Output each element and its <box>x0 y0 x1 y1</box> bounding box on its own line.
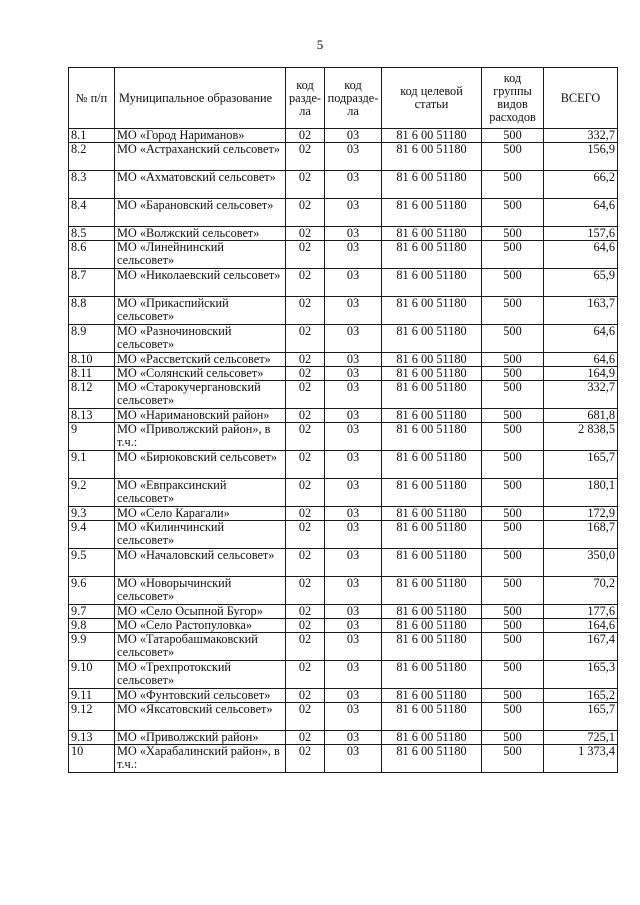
cell-expense-group: 500 <box>482 269 544 297</box>
table-row <box>69 409 618 423</box>
cell-section: 02 <box>286 451 325 479</box>
cell-section: 02 <box>286 577 325 605</box>
cell-municipality: МО «Прикаспийский сельсовет» <box>115 297 286 325</box>
table-row <box>69 241 618 269</box>
cell-num: 9.2 <box>69 479 115 507</box>
header-subsection: код подразде-ла <box>325 68 382 129</box>
cell-num: 8.6 <box>69 241 115 269</box>
cell-section: 02 <box>286 619 325 633</box>
cell-num: 9.13 <box>69 731 115 745</box>
cell-section: 02 <box>286 745 325 773</box>
cell-subsection: 03 <box>325 129 382 143</box>
cell-section: 02 <box>286 269 325 297</box>
cell-expense-group: 500 <box>482 507 544 521</box>
cell-total: 167,4 <box>544 633 618 661</box>
cell-municipality: МО «Город Нариманов» <box>115 129 286 143</box>
cell-target: 81 6 00 51180 <box>382 129 482 143</box>
cell-expense-group: 500 <box>482 199 544 227</box>
cell-subsection: 03 <box>325 199 382 227</box>
cell-num: 8.12 <box>69 381 115 409</box>
cell-section: 02 <box>286 143 325 171</box>
cell-municipality: МО «Ахматовский сельсовет» <box>115 171 286 199</box>
cell-num: 9.10 <box>69 661 115 689</box>
cell-subsection: 03 <box>325 423 382 451</box>
table-header-row <box>69 68 618 129</box>
cell-municipality: МО «Бирюковский сельсовет» <box>115 451 286 479</box>
table-row <box>69 633 618 661</box>
cell-num: 10 <box>69 745 115 773</box>
cell-municipality: МО «Харабалинский район», в т.ч.: <box>115 745 286 773</box>
cell-municipality: МО «Татаробашмаковский сельсовет» <box>115 633 286 661</box>
cell-num: 9 <box>69 423 115 451</box>
cell-subsection: 03 <box>325 521 382 549</box>
cell-num: 9.11 <box>69 689 115 703</box>
table-row <box>69 745 618 773</box>
cell-expense-group: 500 <box>482 227 544 241</box>
cell-expense-group: 500 <box>482 661 544 689</box>
cell-num: 8.3 <box>69 171 115 199</box>
cell-total: 157,6 <box>544 227 618 241</box>
cell-subsection: 03 <box>325 577 382 605</box>
table-row <box>69 129 618 143</box>
cell-target: 81 6 00 51180 <box>382 731 482 745</box>
cell-num: 8.5 <box>69 227 115 241</box>
cell-num: 8.2 <box>69 143 115 171</box>
cell-municipality: МО «Старокучергановский сельсовет» <box>115 381 286 409</box>
table-row <box>69 325 618 353</box>
cell-expense-group: 500 <box>482 577 544 605</box>
cell-target: 81 6 00 51180 <box>382 409 482 423</box>
cell-total: 164,9 <box>544 367 618 381</box>
cell-municipality: МО «Приволжский район», в т.ч.: <box>115 423 286 451</box>
cell-municipality: МО «Барановский сельсовет» <box>115 199 286 227</box>
cell-subsection: 03 <box>325 703 382 731</box>
cell-total: 168,7 <box>544 521 618 549</box>
cell-target: 81 6 00 51180 <box>382 661 482 689</box>
table-row <box>69 521 618 549</box>
cell-section: 02 <box>286 731 325 745</box>
cell-total: 172,9 <box>544 507 618 521</box>
cell-subsection: 03 <box>325 661 382 689</box>
cell-total: 165,2 <box>544 689 618 703</box>
cell-total: 165,3 <box>544 661 618 689</box>
cell-subsection: 03 <box>325 143 382 171</box>
cell-total: 165,7 <box>544 703 618 731</box>
cell-num: 8.4 <box>69 199 115 227</box>
cell-target: 81 6 00 51180 <box>382 521 482 549</box>
table-row <box>69 577 618 605</box>
cell-num: 9.1 <box>69 451 115 479</box>
cell-subsection: 03 <box>325 549 382 577</box>
cell-municipality: МО «Килинчинский сельсовет» <box>115 521 286 549</box>
cell-expense-group: 500 <box>482 241 544 269</box>
cell-municipality: МО «Солянский сельсовет» <box>115 367 286 381</box>
cell-subsection: 03 <box>325 605 382 619</box>
cell-total: 64,6 <box>544 325 618 353</box>
cell-municipality: МО «Наримановский район» <box>115 409 286 423</box>
cell-expense-group: 500 <box>482 409 544 423</box>
table-row <box>69 689 618 703</box>
cell-section: 02 <box>286 633 325 661</box>
table-row <box>69 619 618 633</box>
table-row <box>69 199 618 227</box>
cell-expense-group: 500 <box>482 423 544 451</box>
cell-section: 02 <box>286 367 325 381</box>
cell-section: 02 <box>286 171 325 199</box>
cell-target: 81 6 00 51180 <box>382 745 482 773</box>
cell-expense-group: 500 <box>482 731 544 745</box>
cell-target: 81 6 00 51180 <box>382 689 482 703</box>
cell-target: 81 6 00 51180 <box>382 549 482 577</box>
header-num: № п/п <box>69 68 115 129</box>
cell-num: 9.3 <box>69 507 115 521</box>
cell-subsection: 03 <box>325 479 382 507</box>
table-row <box>69 367 618 381</box>
cell-expense-group: 500 <box>482 381 544 409</box>
cell-subsection: 03 <box>325 171 382 199</box>
cell-num: 8.9 <box>69 325 115 353</box>
cell-subsection: 03 <box>325 227 382 241</box>
cell-expense-group: 500 <box>482 367 544 381</box>
table-row <box>69 227 618 241</box>
cell-municipality: МО «Село Карагали» <box>115 507 286 521</box>
cell-expense-group: 500 <box>482 353 544 367</box>
cell-total: 2 838,5 <box>544 423 618 451</box>
cell-expense-group: 500 <box>482 297 544 325</box>
cell-subsection: 03 <box>325 745 382 773</box>
cell-expense-group: 500 <box>482 143 544 171</box>
cell-total: 332,7 <box>544 129 618 143</box>
cell-expense-group: 500 <box>482 521 544 549</box>
header-section: код разде-ла <box>286 68 325 129</box>
header-municipality: Муниципальное образование <box>115 68 286 129</box>
cell-subsection: 03 <box>325 367 382 381</box>
cell-total: 681,8 <box>544 409 618 423</box>
cell-section: 02 <box>286 605 325 619</box>
cell-municipality: МО «Николаевский сельсовет» <box>115 269 286 297</box>
cell-target: 81 6 00 51180 <box>382 143 482 171</box>
cell-expense-group: 500 <box>482 479 544 507</box>
table-row <box>69 661 618 689</box>
cell-subsection: 03 <box>325 325 382 353</box>
cell-municipality: МО «Евпраксинский сельсовет» <box>115 479 286 507</box>
cell-expense-group: 500 <box>482 745 544 773</box>
cell-municipality: МО «Новорычинский сельсовет» <box>115 577 286 605</box>
cell-target: 81 6 00 51180 <box>382 367 482 381</box>
cell-section: 02 <box>286 423 325 451</box>
cell-expense-group: 500 <box>482 703 544 731</box>
cell-subsection: 03 <box>325 451 382 479</box>
cell-num: 9.7 <box>69 605 115 619</box>
cell-total: 180,1 <box>544 479 618 507</box>
cell-expense-group: 500 <box>482 619 544 633</box>
cell-total: 156,9 <box>544 143 618 171</box>
cell-num: 8.13 <box>69 409 115 423</box>
table-row <box>69 353 618 367</box>
cell-expense-group: 500 <box>482 633 544 661</box>
cell-municipality: МО «Село Осыпной Бугор» <box>115 605 286 619</box>
cell-target: 81 6 00 51180 <box>382 269 482 297</box>
cell-section: 02 <box>286 325 325 353</box>
table-row <box>69 549 618 577</box>
cell-subsection: 03 <box>325 241 382 269</box>
cell-target: 81 6 00 51180 <box>382 325 482 353</box>
cell-expense-group: 500 <box>482 129 544 143</box>
header-total: ВСЕГО <box>544 68 618 129</box>
cell-target: 81 6 00 51180 <box>382 507 482 521</box>
table-body <box>69 129 618 773</box>
cell-total: 64,6 <box>544 241 618 269</box>
cell-num: 9.5 <box>69 549 115 577</box>
cell-total: 165,7 <box>544 451 618 479</box>
cell-subsection: 03 <box>325 731 382 745</box>
cell-section: 02 <box>286 227 325 241</box>
table-row <box>69 479 618 507</box>
cell-subsection: 03 <box>325 297 382 325</box>
cell-subsection: 03 <box>325 507 382 521</box>
cell-expense-group: 500 <box>482 605 544 619</box>
cell-target: 81 6 00 51180 <box>382 227 482 241</box>
header-expense-group: код группы видов расходов <box>482 68 544 129</box>
cell-subsection: 03 <box>325 619 382 633</box>
cell-municipality: МО «Началовский сельсовет» <box>115 549 286 577</box>
cell-section: 02 <box>286 521 325 549</box>
header-target: код целевой статьи <box>382 68 482 129</box>
cell-total: 70,2 <box>544 577 618 605</box>
cell-total: 64,6 <box>544 199 618 227</box>
table-row <box>69 171 618 199</box>
cell-target: 81 6 00 51180 <box>382 423 482 451</box>
cell-section: 02 <box>286 353 325 367</box>
cell-expense-group: 500 <box>482 549 544 577</box>
cell-target: 81 6 00 51180 <box>382 633 482 661</box>
cell-municipality: МО «Астраханский сельсовет» <box>115 143 286 171</box>
cell-total: 164,6 <box>544 619 618 633</box>
cell-total: 65,9 <box>544 269 618 297</box>
cell-num: 9.6 <box>69 577 115 605</box>
cell-target: 81 6 00 51180 <box>382 619 482 633</box>
cell-num: 8.8 <box>69 297 115 325</box>
cell-total: 1 373,4 <box>544 745 618 773</box>
table-row <box>69 269 618 297</box>
cell-subsection: 03 <box>325 409 382 423</box>
table-row <box>69 451 618 479</box>
table-row <box>69 143 618 171</box>
cell-section: 02 <box>286 297 325 325</box>
table-row <box>69 507 618 521</box>
cell-section: 02 <box>286 549 325 577</box>
cell-target: 81 6 00 51180 <box>382 577 482 605</box>
cell-target: 81 6 00 51180 <box>382 353 482 367</box>
cell-total: 64,6 <box>544 353 618 367</box>
cell-expense-group: 500 <box>482 451 544 479</box>
cell-subsection: 03 <box>325 633 382 661</box>
cell-municipality: МО «Село Растопуловка» <box>115 619 286 633</box>
cell-total: 332,7 <box>544 381 618 409</box>
cell-municipality: МО «Трехпротокский сельсовет» <box>115 661 286 689</box>
cell-section: 02 <box>286 689 325 703</box>
cell-section: 02 <box>286 241 325 269</box>
cell-num: 8.1 <box>69 129 115 143</box>
cell-section: 02 <box>286 479 325 507</box>
cell-section: 02 <box>286 703 325 731</box>
table-row <box>69 297 618 325</box>
table-row <box>69 423 618 451</box>
table-row <box>69 381 618 409</box>
cell-target: 81 6 00 51180 <box>382 171 482 199</box>
cell-target: 81 6 00 51180 <box>382 605 482 619</box>
cell-municipality: МО «Волжский сельсовет» <box>115 227 286 241</box>
cell-total: 350,0 <box>544 549 618 577</box>
cell-expense-group: 500 <box>482 325 544 353</box>
page-number: 5 <box>316 37 324 52</box>
cell-num: 8.7 <box>69 269 115 297</box>
cell-target: 81 6 00 51180 <box>382 381 482 409</box>
cell-target: 81 6 00 51180 <box>382 297 482 325</box>
cell-num: 9.4 <box>69 521 115 549</box>
cell-municipality: МО «Рассветский сельсовет» <box>115 353 286 367</box>
cell-municipality: МО «Разночиновский сельсовет» <box>115 325 286 353</box>
cell-target: 81 6 00 51180 <box>382 241 482 269</box>
cell-target: 81 6 00 51180 <box>382 451 482 479</box>
cell-municipality: МО «Фунтовский сельсовет» <box>115 689 286 703</box>
cell-municipality: МО «Линейнинский сельсовет» <box>115 241 286 269</box>
cell-expense-group: 500 <box>482 171 544 199</box>
cell-target: 81 6 00 51180 <box>382 703 482 731</box>
cell-section: 02 <box>286 507 325 521</box>
cell-subsection: 03 <box>325 689 382 703</box>
cell-section: 02 <box>286 409 325 423</box>
cell-target: 81 6 00 51180 <box>382 479 482 507</box>
cell-total: 163,7 <box>544 297 618 325</box>
cell-subsection: 03 <box>325 353 382 367</box>
cell-num: 9.8 <box>69 619 115 633</box>
cell-num: 9.9 <box>69 633 115 661</box>
cell-total: 66,2 <box>544 171 618 199</box>
cell-section: 02 <box>286 661 325 689</box>
cell-expense-group: 500 <box>482 689 544 703</box>
cell-subsection: 03 <box>325 269 382 297</box>
cell-num: 9.12 <box>69 703 115 731</box>
cell-target: 81 6 00 51180 <box>382 199 482 227</box>
table-row <box>69 703 618 731</box>
cell-total: 177,6 <box>544 605 618 619</box>
cell-total: 725,1 <box>544 731 618 745</box>
cell-municipality: МО «Яксатовский сельсовет» <box>115 703 286 731</box>
cell-num: 8.10 <box>69 353 115 367</box>
cell-num: 8.11 <box>69 367 115 381</box>
cell-section: 02 <box>286 129 325 143</box>
cell-section: 02 <box>286 199 325 227</box>
cell-section: 02 <box>286 381 325 409</box>
cell-municipality: МО «Приволжский район» <box>115 731 286 745</box>
table-row <box>69 731 618 745</box>
table-row <box>69 605 618 619</box>
budget-table <box>68 67 618 773</box>
cell-subsection: 03 <box>325 381 382 409</box>
